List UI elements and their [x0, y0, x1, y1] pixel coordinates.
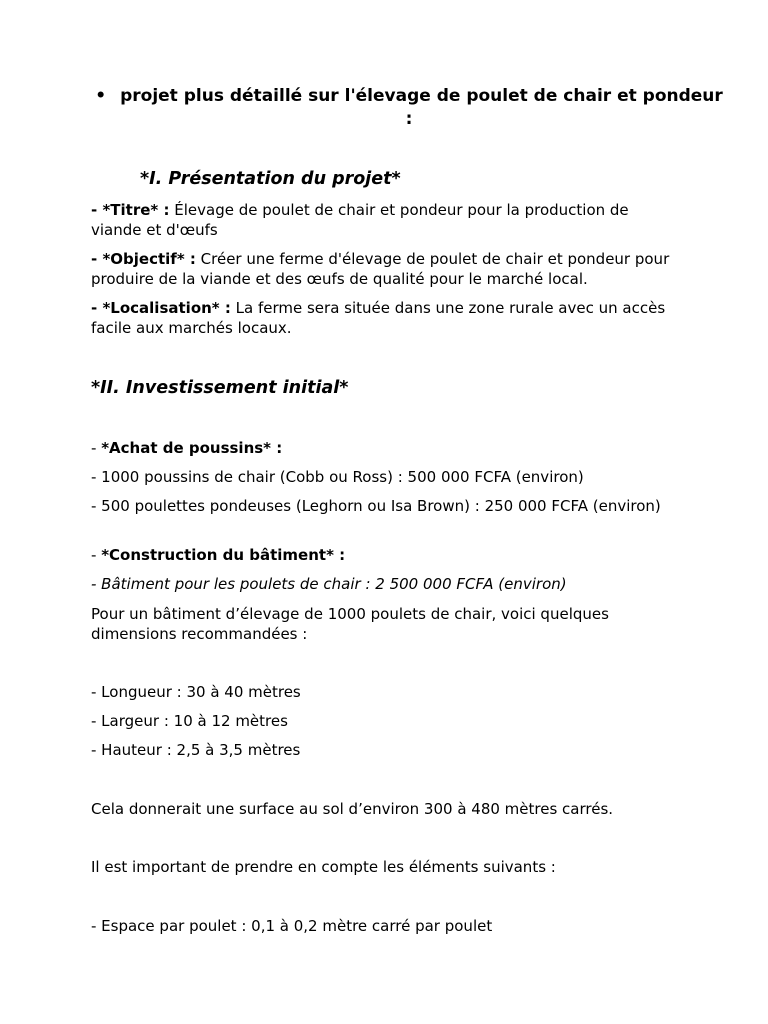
line-construction: [91, 546, 671, 566]
label-construction: *Construction du bâtiment* :: [101, 546, 346, 564]
text-titre: Élevage de poulet de chair et pondeur pour la production de viande et d'œufs: [91, 201, 629, 239]
line-largeur: - Largeur : 10 à 12 mètres: [91, 712, 288, 730]
text-localisation: La ferme sera située dans une zone rurale avec un accès facile aux marchés locaux.: [91, 299, 666, 337]
text-objectif: Créer une ferme d'élevage de poulet de chair et pondeur pour produire de la viande et des œufs de qualité pour le marché local.: [91, 250, 670, 288]
line-achat-poussins: [91, 439, 671, 459]
paragraph-dimensions-intro: Pour un bâtiment d’élevage de 1000 poulets de chair, voici quelques dimensions recommandées :: [91, 605, 609, 643]
document-title: [91, 85, 727, 131]
line-espace-par-poulet: - Espace par poulet : 0,1 à 0,2 mètre carré par poulet: [91, 917, 493, 935]
section-heading-presentation: *I. Présentation du projet*: [140, 169, 401, 189]
paragraph-objectif: [91, 250, 671, 289]
paragraph-titre: [91, 201, 671, 240]
line-hauteur: - Hauteur : 2,5 à 3,5 mètres: [91, 741, 301, 759]
document-title-text: projet plus détaillé sur l'élevage de poulet de chair et pondeur :: [120, 86, 723, 129]
paragraph-localisation: [91, 299, 671, 338]
line-longueur: - Longueur : 30 à 40 mètres: [91, 683, 301, 701]
line-batiment: - Bâtiment pour les poulets de chair : 2 500 000 FCFA (environ): [91, 575, 567, 593]
line-poussins-chair: - 1000 poussins de chair (Cobb ou Ross) : 500 000 FCFA (environ): [91, 468, 584, 486]
paragraph-important: Il est important de prendre en compte les éléments suivants :: [91, 858, 556, 876]
section-heading-investissement: *II. Investissement initial*: [91, 378, 349, 398]
achat-prefix: -: [91, 439, 102, 457]
label-achat-poussins: *Achat de poussins* :: [101, 439, 283, 457]
label-titre: - *Titre* :: [91, 201, 170, 219]
label-localisation: - *Localisation* :: [91, 299, 231, 317]
label-objectif: - *Objectif* :: [91, 250, 196, 268]
construction-prefix: -: [91, 546, 102, 564]
bullet-icon: •: [95, 86, 107, 106]
line-poulettes: - 500 poulettes pondeuses (Leghorn ou Isa Brown) : 250 000 FCFA (environ): [91, 497, 661, 515]
paragraph-surface: Cela donnerait une surface au sol d’environ 300 à 480 mètres carrés.: [91, 800, 614, 818]
